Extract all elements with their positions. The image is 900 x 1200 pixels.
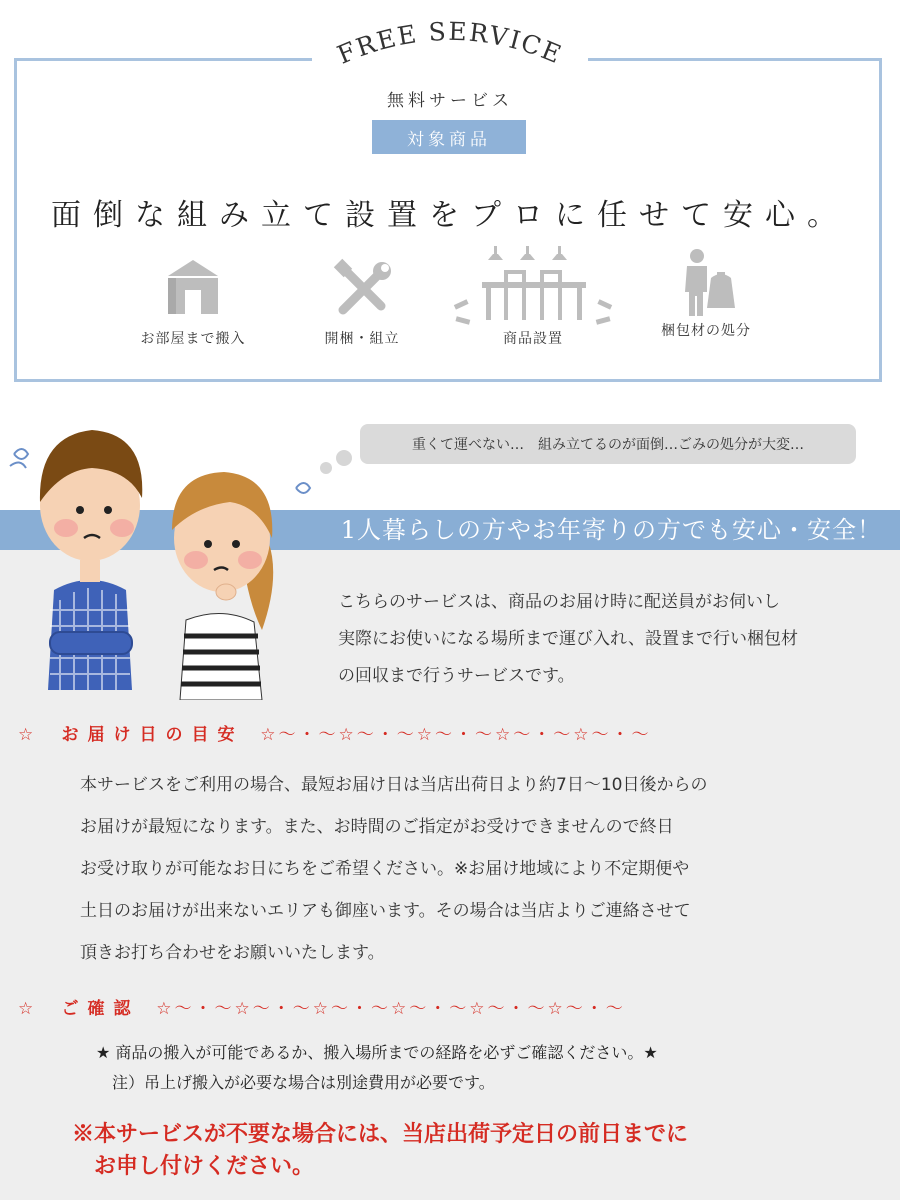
service-label: 梱包材の処分 (661, 323, 751, 339)
furniture-setup-icon (448, 246, 618, 326)
delivery-line: お受け取りが可能なお日にちをご希望ください。※お届け地域により不定期便や (80, 859, 690, 879)
heading-decoration: ☆〜・〜☆〜・〜☆〜・〜☆〜・〜☆〜・〜 (260, 725, 652, 745)
description-line: の回収まで行うサービスです。 (338, 666, 575, 686)
delivery-line: 頂きお打ち合わせをお願いいたします。 (80, 943, 385, 963)
delivery-line: お届けが最短になります。また、お時間のご指定がお受けできませんので終日 (80, 817, 674, 837)
headline: 面倒な組み立て設置をプロに任せて安心。 (51, 198, 849, 233)
service-item-assembly (277, 256, 447, 348)
disposal-icon (671, 248, 741, 318)
service-item-setup (448, 256, 618, 348)
house-icon (158, 256, 228, 318)
cancel-warning (72, 1118, 872, 1182)
description-line: 実際にお使いになる場所まで運び入れ、設置まで行い梱包材 (338, 629, 799, 649)
confirm-line: ★ 商品の搬入が可能であるか、搬入場所までの経路を必ずご確認ください。★ (96, 1043, 658, 1062)
service-item-disposal (621, 256, 791, 340)
delivery-section-heading (18, 720, 898, 745)
thought-bubble-text: 重くて運べない… 組み立てるのが面倒…ごみの処分が大変… (412, 437, 804, 453)
arc-title (300, 0, 600, 90)
warning-line: お申し付けください。 (72, 1153, 315, 1179)
service-label: 開梱・組立 (324, 331, 400, 347)
svg-text:FREE SERVICE (333, 17, 567, 70)
free-service-subtitle: 無料サービス (387, 91, 513, 111)
delivery-heading-title: お届け日の目安 (61, 725, 244, 745)
bubble-dot (320, 462, 332, 474)
service-description (338, 584, 890, 695)
description-line: こちらのサービスは、商品のお届け時に配送員がお伺いし (338, 592, 780, 612)
service-item-delivery (108, 256, 278, 348)
delivery-text (80, 764, 860, 974)
arc-title-text: FREE SERVICE (333, 16, 567, 70)
heading-star: ☆ (18, 999, 37, 1019)
delivery-line: 土日のお届けが出来ないエリアも御座います。その場合は当店よりご連絡させて (80, 901, 691, 921)
warning-line: ※本サービスが不要な場合には、当店出荷予定日の前日までに (72, 1121, 689, 1147)
confirm-heading-title: ご確認 (61, 999, 140, 1019)
thought-bubble (360, 424, 856, 464)
confirm-text (96, 1038, 816, 1098)
delivery-line: 本サービスをご利用の場合、最短お届け日は当店出荷日より約7日〜10日後からの (80, 775, 708, 795)
service-label: お部屋まで搬入 (140, 331, 246, 347)
worried-couple-illustration (0, 410, 320, 700)
safety-banner-text: 1人暮らしの方やお年寄りの方でも安心・安全！ (340, 516, 882, 544)
service-label: 商品設置 (503, 331, 563, 347)
target-product-badge: 対象商品 (372, 120, 526, 154)
heading-star: ☆ (18, 725, 37, 745)
tools-icon (327, 256, 397, 318)
heading-decoration: ☆〜・〜☆〜・〜☆〜・〜☆〜・〜☆〜・〜☆〜・〜 (156, 999, 626, 1019)
confirm-section-heading (18, 994, 898, 1019)
bubble-dot (336, 450, 352, 466)
confirm-line: 注）吊上げ搬入が必要な場合は別途費用が必要です。 (96, 1073, 495, 1092)
